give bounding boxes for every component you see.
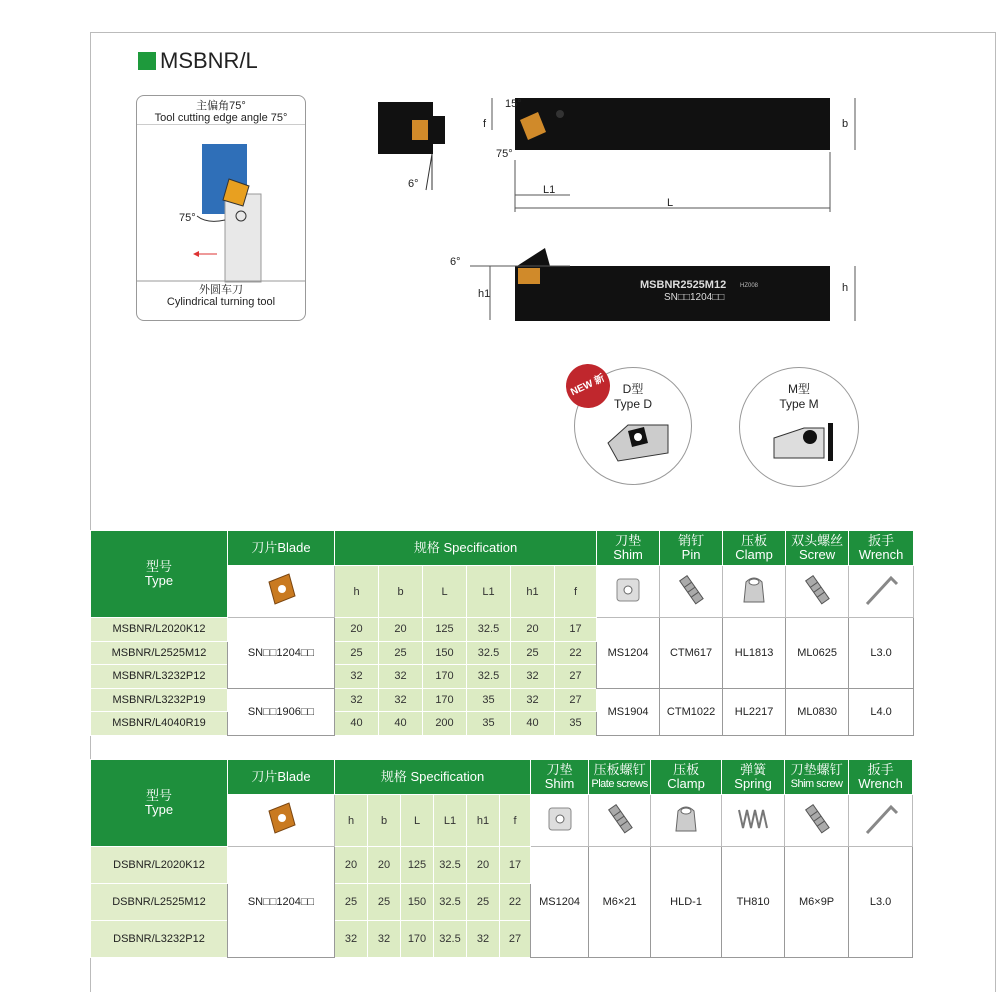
part-code-cell: L4.0 [849,688,914,735]
spring-icon [735,825,771,837]
table-row [91,688,914,712]
spec-value-cell: 27 [555,688,597,712]
part-header [785,760,849,795]
spec-value-cell: 35 [555,712,597,736]
part-code-cell: ML0625 [786,618,849,689]
model-cell: MSBNR/L4040R19 [91,712,228,736]
part-header [660,531,723,566]
dim-b: b [842,118,849,130]
angle-75: 75° [496,148,513,160]
type-header [91,531,228,618]
spec-value-cell: 27 [500,921,531,958]
spec-value-cell: 40 [511,712,555,736]
table-row [91,847,913,884]
spec-value-cell: 170 [423,665,467,689]
part-header-cn: 双头螺丝 [791,533,844,548]
insert-icon [261,830,301,842]
spec-value-cell: 125 [401,847,434,884]
blade-insert-image [228,795,335,847]
title-marker [138,52,156,70]
spec-value-cell: 32.5 [434,884,467,921]
dim-f: f [483,118,487,130]
pin-icon [673,599,709,611]
part-header-en: Shim screw [790,778,843,790]
spec-value-cell: 20 [335,618,379,642]
spec-value-cell: 170 [401,921,434,958]
spring-image [722,795,785,847]
part-code-cell: L3.0 [849,618,914,689]
angle-label: 75° [179,212,196,224]
model-cell: DSBNR/L2020K12 [91,847,228,884]
spec-value-cell: 40 [335,712,379,736]
part-header [531,760,589,795]
part-header-en: Plate screws [591,778,648,790]
turning-diagram [137,124,305,284]
type-header-en: Type [144,573,174,588]
part-header-en: Wrench [858,547,904,562]
spec-value-cell: 17 [500,847,531,884]
clamp-icon [668,828,704,840]
spec-value-cell: 32 [335,921,368,958]
spec-value-cell: 25 [511,641,555,665]
angle-6-top: 6° [408,178,419,190]
pin-image [660,566,723,618]
type-m-en: Type M [779,397,819,411]
spec-value-cell: 20 [467,847,500,884]
spec-value-cell: 20 [511,618,555,642]
part-header [849,531,914,566]
spec-value-cell: 25 [379,641,423,665]
type-m-badge [739,367,859,487]
part-header-cn: 刀垫 [546,762,573,777]
spec-value-cell: 25 [335,884,368,921]
dim-h1: h1 [478,288,491,300]
spec-column-header: h [335,566,379,618]
spec-value-cell: 170 [423,688,467,712]
spec-column-header: L [401,795,434,847]
part-header-cn: 弹簧 [740,762,767,777]
model-cell: DSBNR/L2525M12 [91,884,228,921]
part-code-cell: MS1204 [597,618,660,689]
tool-type-cn: 外圆车刀 [199,284,243,296]
part-code-cell: HL1813 [723,618,786,689]
holder-engraving: MSBNR2525M12 [640,279,727,291]
spec-value-cell: 200 [423,712,467,736]
part-header-cn: 刀垫 [615,533,642,548]
model-cell: MSBNR/L3232P12 [91,665,228,689]
spec-value-cell: 32.5 [467,618,511,642]
part-header [722,760,785,795]
part-code-cell: M6×21 [589,847,651,958]
part-header-cn: 扳手 [867,762,894,777]
spec-value-cell: 25 [368,884,401,921]
type-m-icon [754,413,844,463]
part-header [651,760,722,795]
section-title [138,48,258,74]
spec-value-cell: 32 [368,921,401,958]
part-code-cell: HL2217 [723,688,786,735]
part-header-cn: 压板螺钉 [593,762,646,777]
spec-column-header: h1 [511,566,555,618]
shim-image [531,795,589,847]
spec-header: 规格 Specification [335,531,597,566]
blade-insert-image [228,566,335,618]
wrench-icon [861,599,901,611]
part-code-cell: M6×9P [785,847,849,958]
blade-code-cell: SN□□1204□□ [228,847,335,958]
dim-L1: L1 [543,184,556,196]
dsbnr-spec-table [90,759,913,958]
part-header [849,760,913,795]
wrench-image [849,795,913,847]
part-header-en: Wrench [858,776,903,791]
platescrew-image [589,795,651,847]
model-cell: MSBNR/L2525M12 [91,641,228,665]
type-d-icon [588,413,678,463]
platescrew-icon [602,828,638,840]
spec-value-cell: 17 [555,618,597,642]
blade-code-cell: SN□□1204□□ [228,618,335,689]
part-header [786,531,849,566]
spec-value-cell: 25 [335,641,379,665]
model-cell: DSBNR/L3232P12 [91,921,228,958]
spec-value-cell: 125 [423,618,467,642]
spec-value-cell: 150 [423,641,467,665]
spec-value-cell: 20 [368,847,401,884]
part-code-cell: CTM617 [660,618,723,689]
type-header-cn: 型号 [145,788,172,803]
spec-value-cell: 32 [379,688,423,712]
spec-value-cell: 22 [555,641,597,665]
spec-value-cell: 32.5 [467,641,511,665]
spec-value-cell: 32 [379,665,423,689]
cutting-angle-box [136,95,306,321]
spec-value-cell: 25 [467,884,500,921]
spec-value-cell: 20 [379,618,423,642]
wrench-icon [861,828,901,840]
spec-value-cell: 32 [467,921,500,958]
part-header-cn: 刀垫螺钉 [790,762,843,777]
part-code-cell: CTM1022 [660,688,723,735]
spec-value-cell: 32.5 [467,665,511,689]
screw-image [786,566,849,618]
spec-value-cell: 32.5 [434,921,467,958]
type-d-cn: D型 [622,382,644,396]
clamp-icon [736,599,772,611]
shim-icon [613,596,643,608]
insert-icon [261,601,301,613]
spec-column-header: b [379,566,423,618]
clamp-image [723,566,786,618]
model-cell: MSBNR/L2020K12 [91,618,228,642]
new-badge: NEW 新 [559,357,617,415]
wrench-image [849,566,914,618]
blade-header: 刀片Blade [228,760,335,795]
angle-15: 15° [505,98,522,110]
spec-column-header: L1 [434,795,467,847]
part-code-cell: ML0830 [786,688,849,735]
part-header-en: Clamp [667,776,705,791]
part-code-cell: L3.0 [849,847,913,958]
part-header-en: Shim [544,776,575,791]
spec-value-cell: 40 [379,712,423,736]
spec-column-header: f [555,566,597,618]
spec-value-cell: 32.5 [434,847,467,884]
part-code-cell: MS1204 [531,847,589,958]
spec-column-header: L [423,566,467,618]
part-header-cn: 扳手 [868,533,895,548]
part-header [589,760,651,795]
clamp-image [651,795,722,847]
angle-6-side: 6° [450,256,461,268]
spec-column-header: f [500,795,531,847]
part-header-en: Clamp [735,547,773,562]
spec-value-cell: 27 [555,665,597,689]
shim-icon [545,825,575,837]
part-code-cell: MS1904 [597,688,660,735]
holder-small-text: HZ008 [740,283,759,289]
blade-header: 刀片Blade [228,531,335,566]
part-header-en: Spring [734,776,772,791]
dim-L: L [667,197,674,209]
part-header-cn: 销钉 [678,533,705,548]
part-header [723,531,786,566]
spec-value-cell: 32 [335,665,379,689]
spec-value-cell: 20 [335,847,368,884]
spec-value-cell: 150 [401,884,434,921]
blade-code-cell: SN□□1906□□ [228,688,335,735]
part-header [597,531,660,566]
title-text: MSBNR/L [160,48,258,73]
tool-type-en: Cylindrical turning tool [166,296,276,308]
angle-en: Tool cutting edge angle 75° [154,112,288,124]
model-cell: MSBNR/L3232P19 [91,688,228,712]
msbnr-spec-table [90,530,914,736]
angle-cn: 主偏角75° [196,100,246,112]
holder-insert-code: SN□□1204□□ [664,292,725,303]
screw-icon [799,599,835,611]
spec-column-header: h [335,795,368,847]
type-header-cn: 型号 [145,559,172,574]
table-row [91,618,914,642]
part-code-cell: TH810 [722,847,785,958]
spec-value-cell: 32 [511,665,555,689]
type-header [91,760,228,847]
spec-column-header: b [368,795,401,847]
spec-value-cell: 32 [335,688,379,712]
shimscrew-image [785,795,849,847]
type-m-cn: M型 [788,382,810,396]
spec-value-cell: 22 [500,884,531,921]
spec-value-cell: 35 [467,712,511,736]
spec-column-header: h1 [467,795,500,847]
shimscrew-icon [799,828,835,840]
spec-column-header: L1 [467,566,511,618]
part-header-en: Screw [799,547,836,562]
tool-drawing [370,90,870,330]
part-header-cn: 压板 [673,762,700,777]
part-header-cn: 压板 [741,533,768,548]
dim-h: h [842,282,849,294]
spec-value-cell: 32 [511,688,555,712]
part-code-cell: HLD-1 [651,847,722,958]
type-header-en: Type [144,802,174,817]
spec-value-cell: 35 [467,688,511,712]
shim-image [597,566,660,618]
part-header-en: Shim [613,547,643,562]
type-d-en: Type D [613,397,652,411]
part-header-en: Pin [681,547,701,562]
spec-header: 规格 Specification [335,760,531,795]
